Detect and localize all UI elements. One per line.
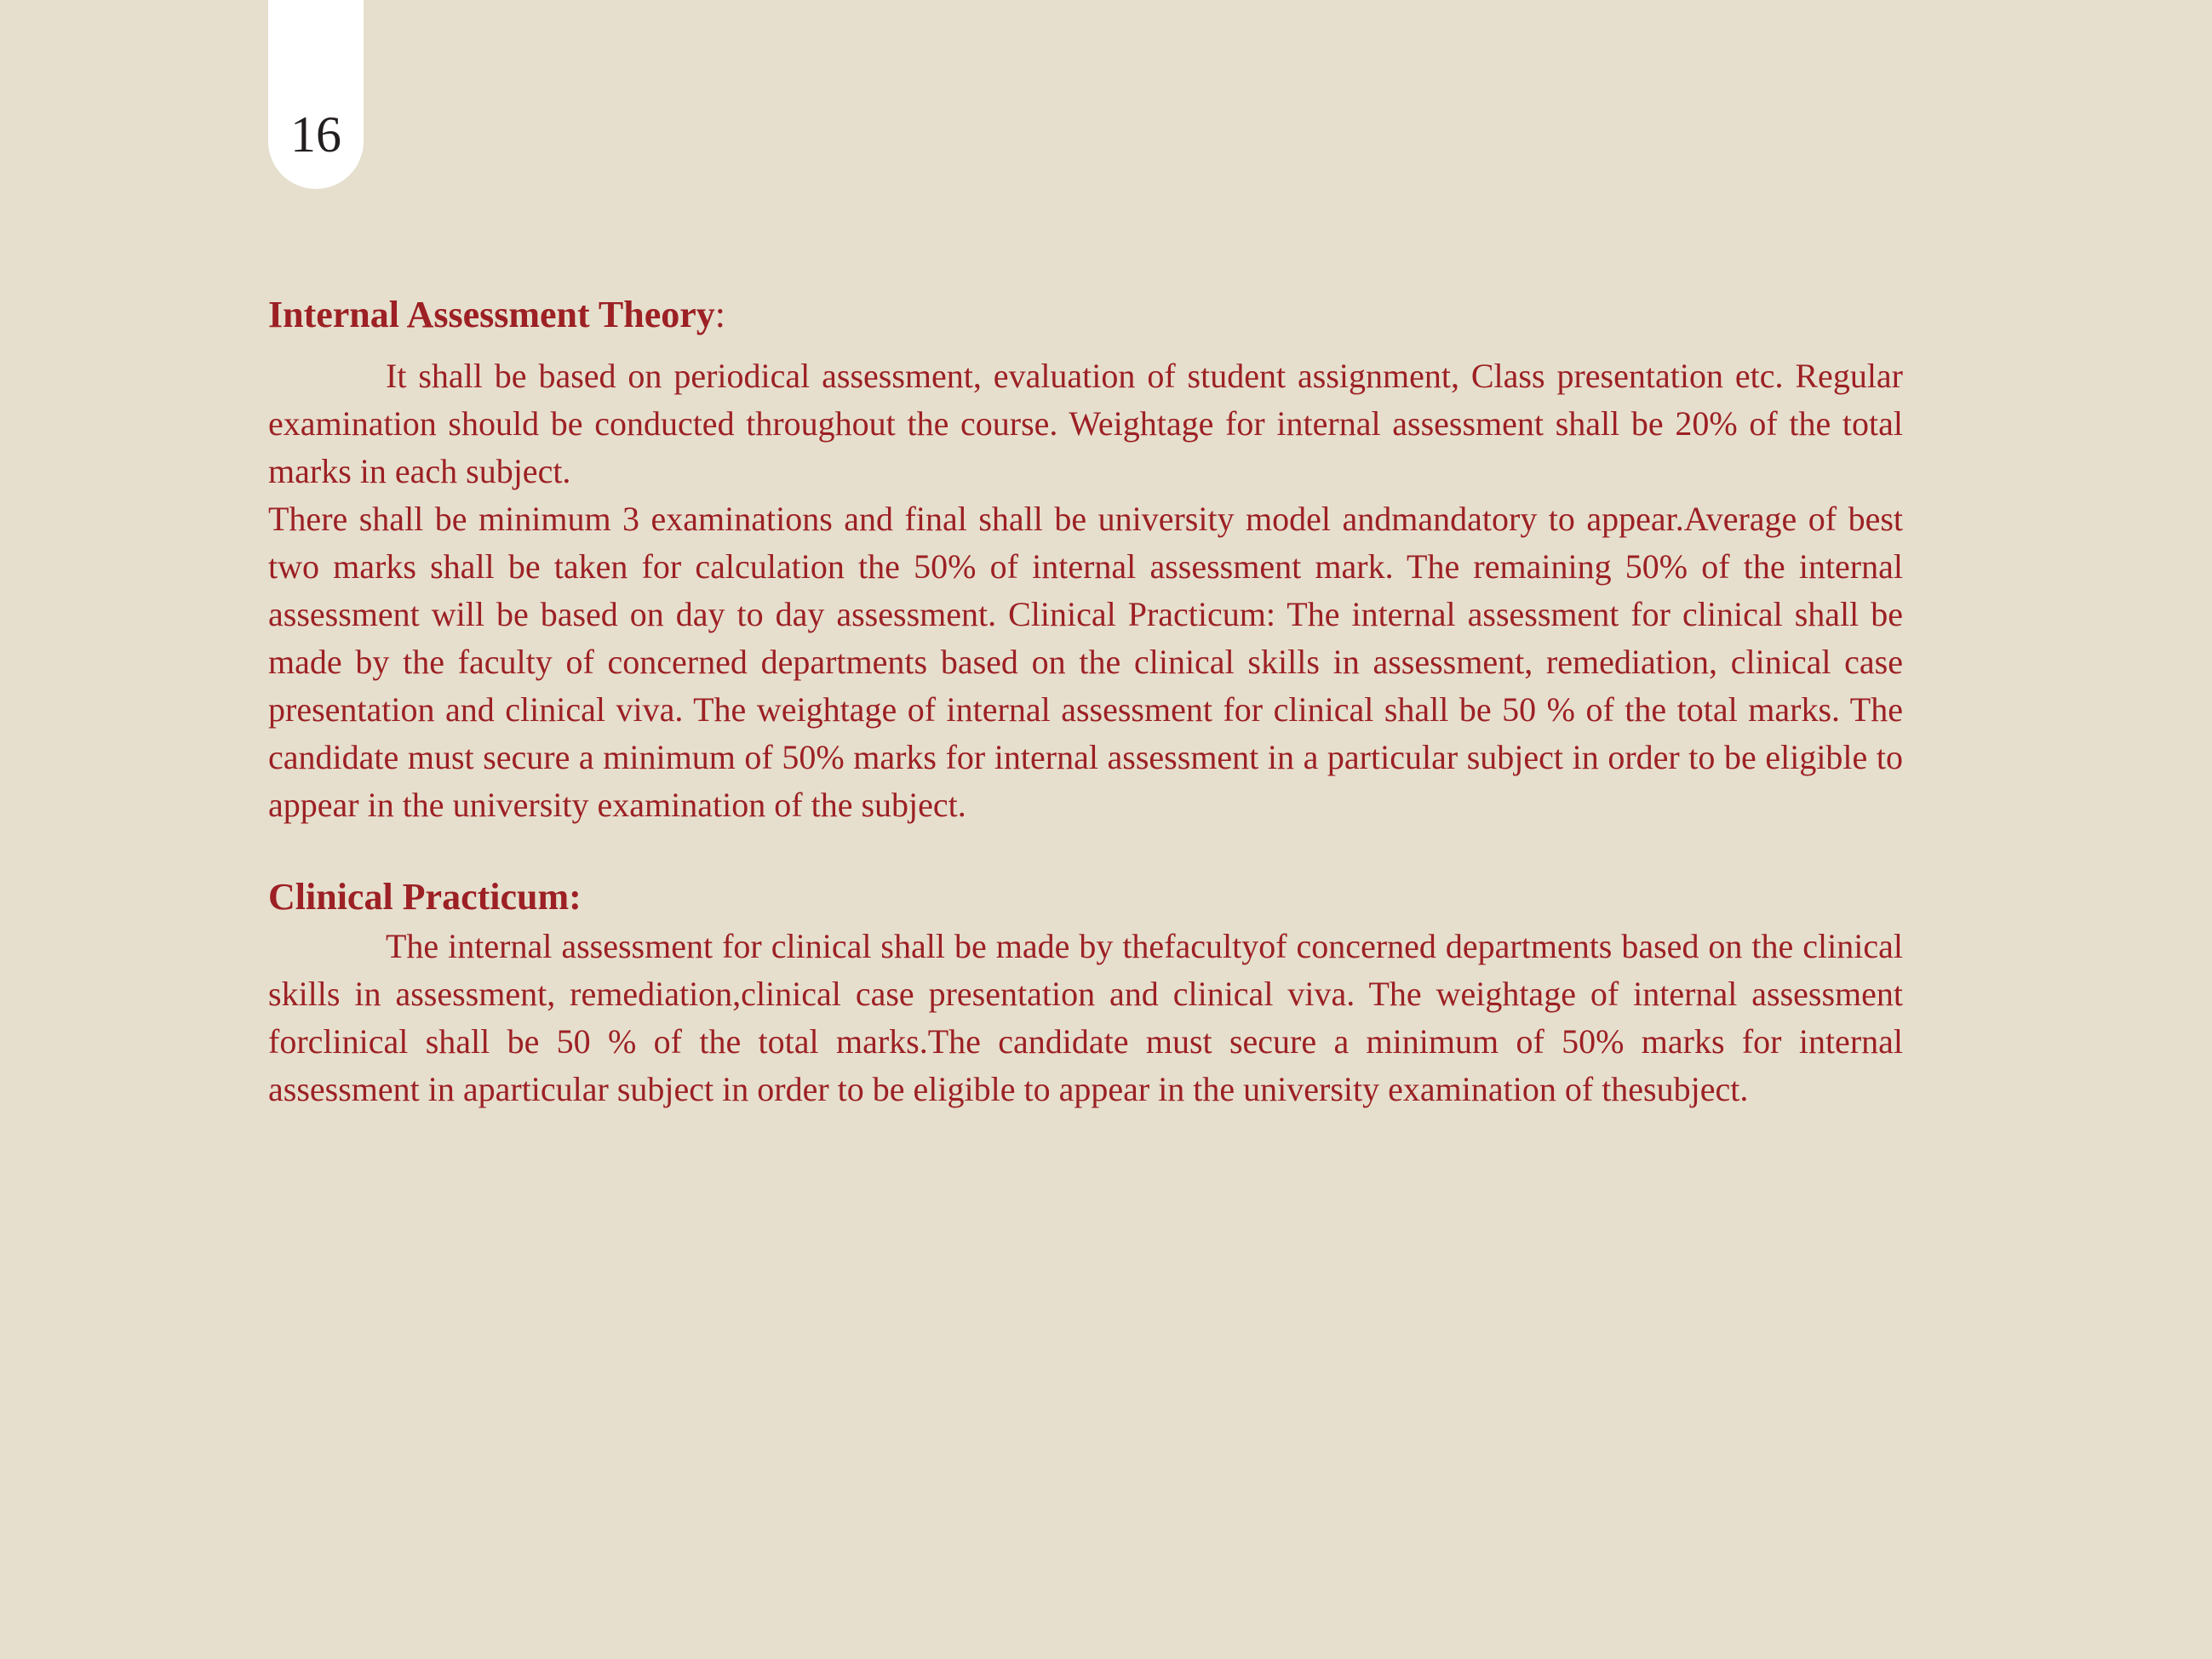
internal-assessment-paragraph-1: It shall be based on periodical assessment, evaluation of student assignment, Class presentation etc. Regular examination should be conducted throughout the course. Weightage for internal assessment shall be 20% of the total marks in each subject. [268,357,1903,490]
section-spacer [268,829,1903,872]
page-content [268,289,1903,1113]
heading-colon: : [714,294,725,335]
clinical-practicum-paragraph: The internal assessment for clinical shall be made by thefacultyof concerned departments based on the clinical skills in assessment, remediation,clinical case presentation and clinical viva. The weightage of internal assessment forclinical shall be 50 % of the total marks.The candidate must secure a minimum of 50% marks for internal assessment in aparticular subject in order to be eligible to appear in the university examination of thesubject. [268,927,1903,1108]
internal-assessment-heading [268,289,1903,340]
internal-assessment-paragraph-2: There shall be minimum 3 examinations and final shall be university model andmandatory to appear.Average of best two marks shall be taken for calculation the 50% of internal assessment mark. The remaining 50% of the internal assessment will be based on day to day assessment. Clinical Practicum: The internal assessment for clinical shall be made by the faculty of concerned departments based on the clinical skills in assessment, remediation, clinical case presentation and clinical viva. The weightage of internal assessment for clinical shall be 50 % of the total marks. The candidate must secure a minimum of 50% marks for internal assessment in a particular subject in order to be eligible to appear in the university examination of the subject. [268,500,1903,824]
spacer [268,340,1903,352]
page-number-tab [268,0,364,189]
page-number: 16 [290,106,341,163]
internal-assessment-heading-text: Internal Assessment Theory [268,294,715,335]
clinical-practicum-heading: Clinical Practicum: [268,876,582,918]
